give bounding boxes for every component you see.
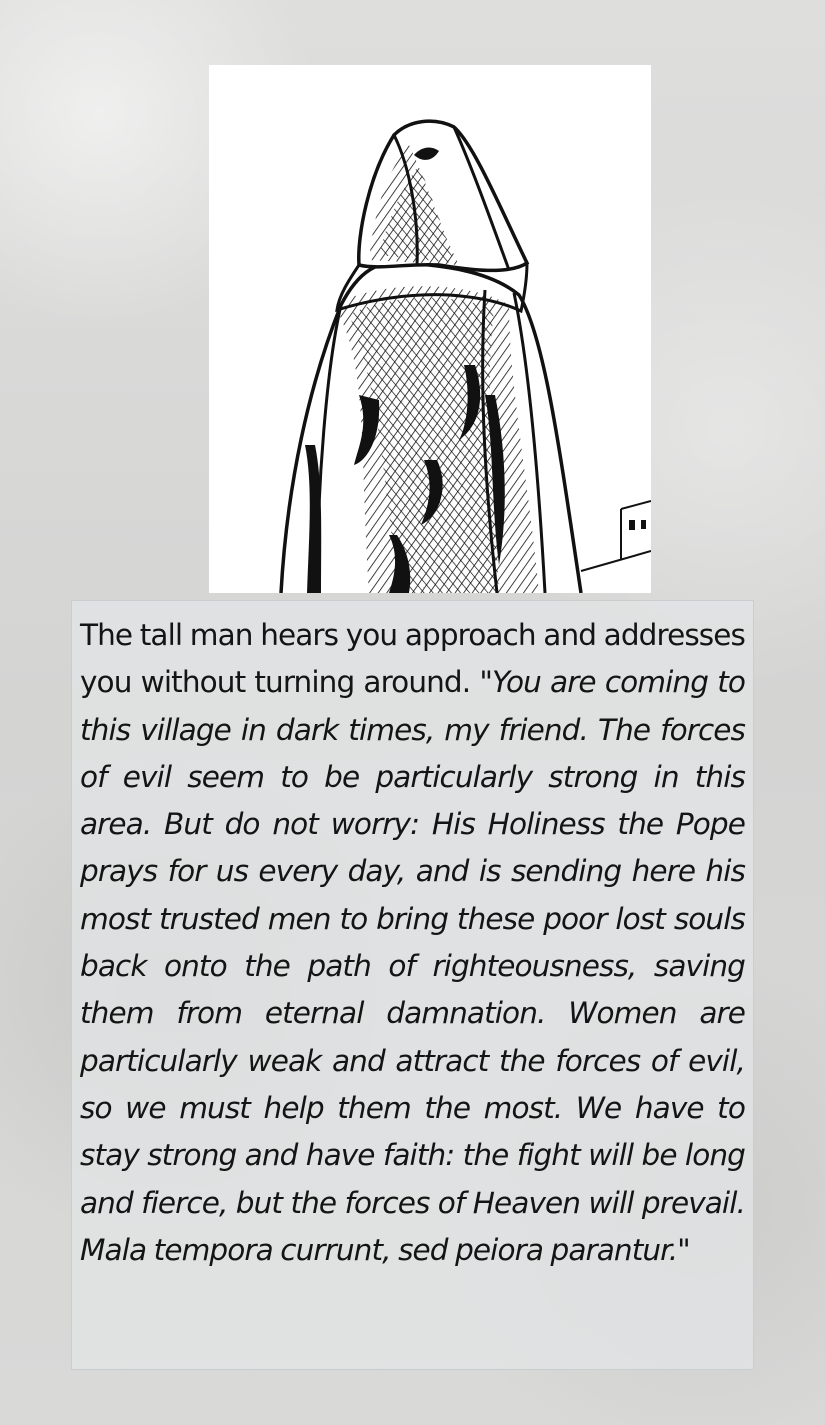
- hooded-figure-drawing: [209, 65, 651, 593]
- story-text-panel: [71, 600, 754, 1370]
- story-narration: The tall man hears you approach and addresses you without turning around.: [80, 618, 745, 700]
- story-paragraph: [80, 612, 745, 1274]
- story-dialogue: "You are coming to this village in dark times, my friend. The forces of evil seem to be particularly strong in this area. But do not worry: His Holiness the Pope prays for us every day, and is sending here his most trusted men to bring these poor lost souls back onto the path of righteousness, saving them from eternal damnation. Women are particularly weak and attract the forces of evil, so we must help them the most. We have to stay strong and have faith: the fight will be long and fierce, but the forces of Heaven will prevail. Mala tempora currunt, sed peiora parantur.": [80, 665, 746, 1267]
- wall-fragment: [581, 501, 651, 571]
- hooded-figure-illustration: [209, 65, 651, 593]
